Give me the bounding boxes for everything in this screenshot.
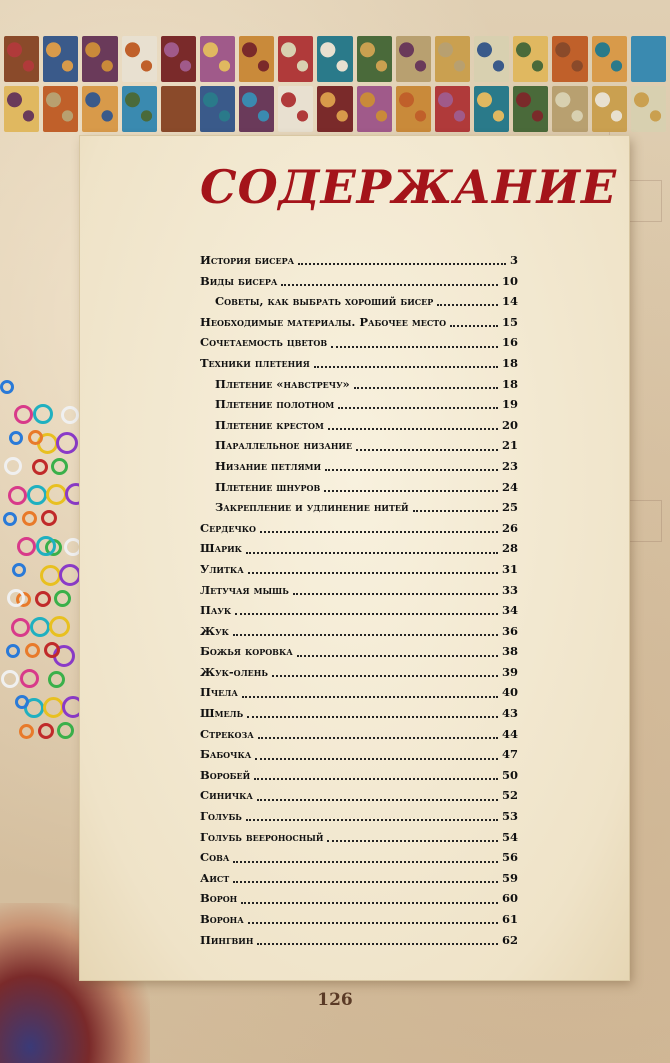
bead-tile — [122, 36, 157, 82]
toc-entry-page: 28 — [501, 541, 518, 556]
bead-tile — [631, 36, 666, 82]
toc-entry — [200, 394, 518, 415]
toc-entry — [200, 765, 518, 786]
toc-entry-page: 10 — [501, 273, 518, 288]
bead-tile — [513, 86, 548, 132]
bead — [54, 590, 71, 607]
scattered-beads — [0, 380, 80, 740]
toc-entry — [200, 641, 518, 662]
bead — [4, 457, 22, 475]
toc-entry-page: 43 — [501, 706, 518, 721]
toc-entry-page: 34 — [501, 603, 518, 618]
bead — [61, 406, 79, 424]
toc-entry-title: Жук-олень — [200, 664, 268, 679]
toc-entry-page: 20 — [501, 417, 518, 432]
bead-tile — [317, 86, 352, 132]
toc-entry-page: 23 — [501, 458, 518, 473]
toc-entry-title: Улитка — [200, 561, 244, 576]
page-number: 126 — [317, 990, 353, 1010]
toc-leader-dots — [246, 552, 498, 554]
toc-entry-title: Воробей — [200, 767, 251, 782]
bead — [51, 458, 68, 475]
bead-tile — [552, 36, 587, 82]
toc-entry — [200, 538, 518, 559]
toc-entry-title: Низание петлями — [215, 458, 322, 473]
toc-entry — [200, 497, 518, 518]
toc-entry — [200, 250, 518, 271]
toc-entry-page: 25 — [501, 500, 518, 515]
bead — [36, 536, 56, 556]
bead-tile — [592, 86, 627, 132]
toc-entry-title: Плетение крестом — [215, 417, 324, 432]
toc-entry — [200, 785, 518, 806]
toc-entry-title: Параллельное низание — [215, 438, 353, 453]
toc-entry-title: Голубь веероносный — [200, 829, 324, 844]
toc-leader-dots — [233, 634, 498, 636]
toc-entry-page: 60 — [501, 891, 518, 906]
bead — [41, 510, 57, 526]
bead-tile — [43, 36, 78, 82]
bead — [9, 431, 23, 445]
bead — [14, 405, 33, 424]
toc-entry-page: 26 — [501, 520, 518, 535]
toc-entry-page: 21 — [501, 438, 518, 453]
table-of-contents — [200, 250, 518, 950]
bead-tile — [4, 36, 39, 82]
toc-entry — [200, 724, 518, 745]
bead-tile — [82, 36, 117, 82]
bead — [6, 644, 20, 658]
toc-entry — [200, 847, 518, 868]
toc-entry — [200, 518, 518, 539]
toc-entry-title: Божья коровка — [200, 644, 293, 659]
bead-tile — [396, 36, 431, 82]
toc-entry-page: 61 — [501, 912, 518, 926]
bead — [43, 697, 64, 718]
bead — [28, 430, 43, 445]
bead — [49, 616, 70, 637]
toc-entry-title: Техники плетения — [200, 355, 310, 370]
bead-tile — [82, 86, 117, 132]
toc-entry-page: 44 — [501, 726, 518, 741]
toc-entry-title: Пингвин — [200, 932, 254, 947]
bead-tile — [239, 36, 274, 82]
toc-entry-title: Сердечко — [200, 520, 257, 535]
toc-entry-page: 36 — [501, 623, 518, 638]
toc-entry — [200, 580, 518, 601]
toc-entry — [200, 827, 518, 848]
bead — [46, 484, 67, 505]
toc-leader-dots — [413, 510, 498, 512]
toc-entry — [200, 415, 518, 436]
bead-tile — [396, 86, 431, 132]
toc-entry — [200, 332, 518, 353]
bead — [30, 617, 50, 637]
toc-entry-title: Шарик — [200, 541, 242, 556]
bead-tile — [161, 86, 196, 132]
toc-leader-dots — [235, 613, 498, 615]
bead — [3, 512, 17, 526]
toc-leader-dots — [450, 325, 498, 327]
toc-entry-title: Синичка — [200, 788, 253, 803]
toc-entry-title: Советы, как выбрать хороший бисер — [215, 294, 434, 309]
toc-entry-title: Бабочка — [200, 747, 252, 762]
toc-entry-page: 16 — [501, 335, 518, 350]
toc-leader-dots — [293, 593, 498, 595]
bead — [1, 670, 19, 688]
bead-tile — [474, 36, 509, 82]
toc-entry — [200, 621, 518, 642]
toc-leader-dots — [314, 366, 498, 368]
bead-tile — [435, 86, 470, 132]
toc-entry-page: 31 — [501, 561, 518, 576]
toc-leader-dots — [272, 675, 498, 677]
toc-leader-dots — [257, 943, 498, 945]
toc-entry — [200, 291, 518, 312]
bead — [8, 486, 27, 505]
bead — [32, 459, 48, 475]
toc-entry-page: 3 — [509, 253, 518, 267]
toc-leader-dots — [246, 819, 498, 821]
toc-entry — [200, 271, 518, 292]
toc-entry-title: Плетение «навстречу» — [215, 376, 350, 391]
toc-leader-dots — [241, 902, 498, 904]
toc-entry — [200, 374, 518, 395]
bead-tile — [200, 86, 235, 132]
toc-entry-title: Ворона — [200, 912, 244, 926]
bead — [15, 695, 29, 709]
toc-entry-title: История бисера — [200, 253, 295, 267]
bead — [7, 589, 25, 607]
toc-entry-title: Летучая мышь — [200, 582, 289, 597]
bead-tile — [357, 86, 392, 132]
toc-entry-title: Виды бисера — [200, 273, 278, 288]
toc-leader-dots — [233, 861, 498, 863]
page-title: СОДЕРЖАНИЕ — [200, 160, 618, 214]
bead-tile — [122, 86, 157, 132]
bead-tile — [317, 36, 352, 82]
bead — [59, 564, 81, 586]
toc-entry-title: Паук — [200, 603, 232, 618]
bead — [27, 485, 47, 505]
toc-leader-dots — [297, 655, 498, 657]
bead — [35, 591, 51, 607]
toc-entry — [200, 435, 518, 456]
toc-entry-page: 50 — [501, 767, 518, 782]
toc-leader-dots — [248, 572, 498, 574]
bead — [12, 563, 26, 577]
toc-leader-dots — [328, 428, 498, 430]
bead — [57, 722, 74, 739]
toc-leader-dots — [258, 737, 498, 739]
toc-leader-dots — [281, 284, 498, 286]
toc-entry-page: 39 — [501, 664, 518, 679]
toc-leader-dots — [356, 449, 498, 451]
bead-tile — [161, 36, 196, 82]
bead-tile — [357, 36, 392, 82]
bead-tile — [592, 36, 627, 82]
toc-entry — [200, 682, 518, 703]
bead-tile — [631, 86, 666, 132]
toc-leader-dots — [354, 387, 498, 389]
bead-tile-strip — [0, 36, 670, 132]
toc-entry-page: 47 — [501, 747, 518, 762]
bead — [20, 669, 39, 688]
toc-entry-title: Стрекоза — [200, 726, 254, 741]
toc-entry-page: 24 — [501, 479, 518, 494]
bead — [11, 618, 30, 637]
bead — [33, 404, 53, 424]
toc-entry — [200, 456, 518, 477]
bead — [38, 723, 54, 739]
toc-leader-dots — [331, 346, 498, 348]
toc-entry — [200, 312, 518, 333]
toc-entry-title: Жук — [200, 623, 229, 638]
toc-leader-dots — [242, 696, 498, 698]
toc-leader-dots — [248, 922, 498, 924]
toc-leader-dots — [255, 758, 498, 760]
toc-leader-dots — [325, 469, 498, 471]
bead-tile — [435, 36, 470, 82]
toc-entry-page: 33 — [501, 582, 518, 597]
bead — [25, 643, 40, 658]
toc-entry — [200, 888, 518, 909]
toc-entry-page: 38 — [501, 644, 518, 659]
toc-entry — [200, 806, 518, 827]
bead-tile — [4, 86, 39, 132]
toc-entry-page: 14 — [501, 294, 518, 309]
toc-leader-dots — [254, 778, 498, 780]
toc-entry-title: Сочетаемость цветов — [200, 335, 328, 350]
toc-entry-title: Аист — [200, 870, 230, 885]
toc-entry-title: Необходимые материалы. Рабочее место — [200, 314, 447, 329]
bead-tile — [200, 36, 235, 82]
toc-entry — [200, 477, 518, 498]
toc-entry-page: 53 — [501, 809, 518, 824]
bead — [40, 565, 61, 586]
toc-entry — [200, 559, 518, 580]
bead-tile — [474, 86, 509, 132]
toc-leader-dots — [257, 799, 498, 801]
toc-entry-page: 19 — [501, 397, 518, 412]
toc-leader-dots — [233, 881, 498, 883]
toc-entry — [200, 662, 518, 683]
toc-entry-title: Ворон — [200, 891, 238, 906]
bead-tile — [513, 36, 548, 82]
toc-leader-dots — [338, 407, 498, 409]
toc-entry — [200, 353, 518, 374]
bead — [19, 724, 34, 739]
toc-entry — [200, 703, 518, 724]
toc-entry — [200, 600, 518, 621]
bead — [48, 671, 65, 688]
bead-tile — [552, 86, 587, 132]
toc-entry-page: 18 — [501, 376, 518, 391]
bead — [17, 537, 36, 556]
bead — [44, 642, 60, 658]
toc-leader-dots — [327, 840, 498, 842]
bead-tile — [278, 86, 313, 132]
toc-entry-page: 59 — [501, 870, 518, 885]
toc-entry-page: 40 — [501, 685, 518, 700]
toc-entry-title: Сова — [200, 850, 230, 865]
bead — [22, 511, 37, 526]
toc-entry — [200, 930, 518, 951]
toc-entry-page: 18 — [501, 355, 518, 370]
toc-leader-dots — [247, 716, 498, 718]
toc-entry-title: Плетение полотном — [215, 397, 335, 412]
toc-entry-title: Плетение шнуров — [215, 479, 321, 494]
toc-entry-page: 62 — [501, 932, 518, 947]
bead — [0, 380, 14, 394]
toc-entry-page: 54 — [501, 829, 518, 844]
toc-leader-dots — [260, 531, 498, 533]
bead-tile — [278, 36, 313, 82]
toc-entry-page: 15 — [501, 314, 518, 329]
toc-leader-dots — [437, 304, 498, 306]
bead — [56, 432, 78, 454]
toc-entry-title: Голубь — [200, 809, 242, 824]
toc-entry — [200, 909, 518, 930]
bead-tile — [239, 86, 274, 132]
toc-entry — [200, 744, 518, 765]
toc-entry-page: 56 — [501, 850, 518, 865]
toc-entry-title: Закрепление и удлинение нитей — [215, 500, 409, 515]
toc-entry-page: 52 — [501, 788, 518, 803]
toc-entry — [200, 868, 518, 889]
bead-tile — [43, 86, 78, 132]
toc-entry-title: Шмель — [200, 706, 244, 721]
toc-entry-title: Пчела — [200, 685, 238, 700]
toc-leader-dots — [324, 490, 498, 492]
toc-leader-dots — [298, 263, 506, 265]
